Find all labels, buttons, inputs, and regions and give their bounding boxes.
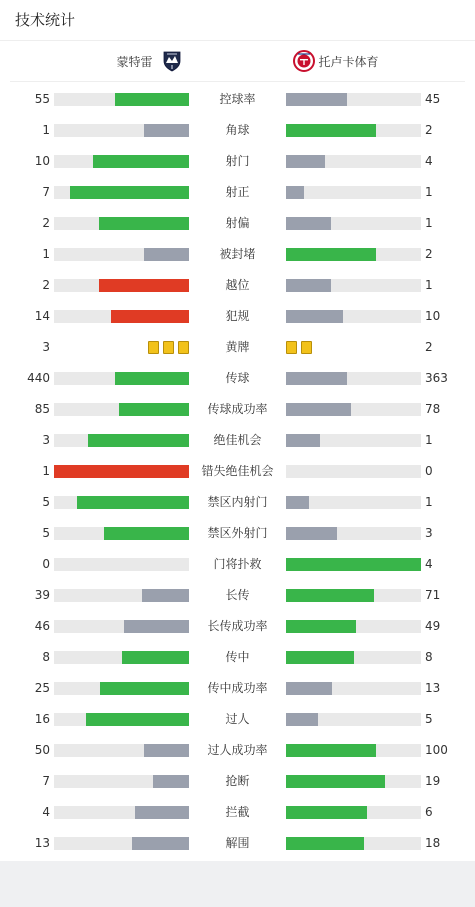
away-stat-bar-fill [286, 775, 385, 788]
away-stat-bar [286, 279, 421, 292]
away-stat-bar [286, 372, 421, 385]
stat-label: 被封堵 [219, 247, 256, 261]
away-stat-bar [286, 713, 421, 726]
stat-row [0, 735, 475, 766]
stat-row [0, 115, 475, 146]
home-stat-bar-fill [142, 589, 189, 602]
away-stat-value: 1 [425, 495, 433, 509]
away-stat-bar [286, 186, 421, 199]
home-stat-value: 8 [42, 650, 50, 664]
away-stat-value: 45 [425, 92, 441, 106]
home-stat-bar [54, 248, 189, 261]
home-stat-value: 2 [42, 216, 50, 230]
home-stat-bar-fill [54, 465, 189, 478]
home-stat-bar [54, 155, 189, 168]
home-stat-bar [54, 310, 189, 323]
home-stat-value: 25 [34, 681, 50, 695]
home-stat-bar [54, 651, 189, 664]
away-stat-bar-fill [286, 713, 318, 726]
stat-row [0, 425, 475, 456]
stat-row [0, 673, 475, 704]
home-stat-bar-fill [104, 527, 189, 540]
home-yellow-cards [54, 341, 189, 354]
stat-row [0, 704, 475, 735]
stat-label: 绝佳机会 [213, 433, 262, 447]
stat-row [0, 611, 475, 642]
stat-row [0, 363, 475, 394]
away-stat-value: 78 [425, 402, 441, 416]
home-stat-bar-fill [122, 651, 190, 664]
home-stat-bar-fill [88, 434, 189, 447]
stat-row [0, 797, 475, 828]
stat-label: 过人 [225, 712, 250, 726]
home-stat-bar-fill [115, 372, 189, 385]
home-stat-bar-fill [124, 620, 189, 633]
away-stat-bar-fill [286, 279, 331, 292]
stat-row [0, 332, 475, 363]
away-stat-bar [286, 806, 421, 819]
away-stat-bar [286, 496, 421, 509]
home-stat-bar [54, 217, 189, 230]
stat-row [0, 270, 475, 301]
home-stat-bar-fill [144, 124, 189, 137]
away-stat-value: 10 [425, 309, 441, 323]
yellow-card-icon [178, 341, 189, 354]
home-stat-bar [54, 713, 189, 726]
home-stat-bar [54, 589, 189, 602]
yellow-card-icon [163, 341, 174, 354]
away-stat-bar [286, 155, 421, 168]
home-team-name: 蒙特雷 [116, 54, 153, 69]
away-stat-value: 363 [425, 371, 448, 385]
home-stat-value: 4 [42, 805, 50, 819]
away-stat-value: 1 [425, 278, 433, 292]
home-stat-bar-fill [115, 93, 189, 106]
away-stat-bar [286, 837, 421, 850]
stat-label: 犯规 [225, 309, 250, 323]
stat-label: 传中 [225, 650, 250, 664]
home-stat-value: 0 [42, 557, 50, 571]
away-stat-bar [286, 403, 421, 416]
stat-label: 禁区内射门 [207, 495, 268, 509]
away-stat-value: 2 [425, 247, 433, 261]
home-stat-value: 7 [42, 185, 50, 199]
home-stat-bar-fill [93, 155, 189, 168]
home-stat-bar-fill [86, 713, 189, 726]
home-stat-value: 14 [34, 309, 50, 323]
stat-label: 门将扑救 [213, 557, 262, 571]
home-stat-bar [54, 775, 189, 788]
away-stat-value: 5 [425, 712, 433, 726]
away-stat-bar [286, 217, 421, 230]
stat-row [0, 84, 475, 115]
home-stat-bar [54, 434, 189, 447]
home-stat-value: 3 [42, 340, 50, 354]
away-stat-bar [286, 434, 421, 447]
away-stat-bar-fill [286, 620, 356, 633]
away-stat-value: 1 [425, 185, 433, 199]
home-stat-value: 3 [42, 433, 50, 447]
home-stat-bar-fill [77, 496, 189, 509]
home-stat-bar-fill [99, 217, 189, 230]
away-stat-bar-fill [286, 806, 367, 819]
away-stat-value: 1 [425, 433, 433, 447]
home-stat-bar-fill [99, 279, 189, 292]
away-stat-bar-fill [286, 124, 376, 137]
away-yellow-cards [286, 341, 421, 354]
stat-label: 长传成功率 [207, 619, 268, 633]
away-stat-value: 8 [425, 650, 433, 664]
stat-label: 抢断 [225, 774, 250, 788]
away-stat-value: 0 [425, 464, 433, 478]
home-stat-bar-fill [119, 403, 189, 416]
away-stat-value: 18 [425, 836, 441, 850]
stat-row [0, 301, 475, 332]
away-stat-bar-fill [286, 558, 421, 571]
away-team[interactable] [233, 50, 466, 72]
home-stat-value: 46 [34, 619, 50, 633]
away-stat-bar-fill [286, 837, 364, 850]
away-stat-bar [286, 465, 421, 478]
home-stat-bar [54, 620, 189, 633]
home-stat-bar [54, 186, 189, 199]
away-stat-value: 2 [425, 340, 433, 354]
away-stat-bar-fill [286, 93, 347, 106]
away-stat-bar-fill [286, 496, 309, 509]
stat-row [0, 828, 475, 859]
stat-row [0, 394, 475, 425]
away-stat-bar-fill [286, 372, 347, 385]
home-stat-bar [54, 837, 189, 850]
stat-label: 射门 [225, 154, 250, 168]
away-stat-bar-fill [286, 248, 376, 261]
away-stat-bar-fill [286, 217, 331, 230]
stat-label: 错失绝佳机会 [201, 464, 274, 478]
stat-row [0, 518, 475, 549]
home-stat-bar-fill [100, 682, 189, 695]
stat-row [0, 487, 475, 518]
monterrey-crest-icon [161, 50, 183, 72]
away-stat-bar [286, 651, 421, 664]
home-stat-bar [54, 496, 189, 509]
home-stat-bar [54, 682, 189, 695]
away-stat-bar-fill [286, 527, 337, 540]
away-stat-value: 49 [425, 619, 441, 633]
away-stat-bar [286, 558, 421, 571]
away-stat-value: 1 [425, 216, 433, 230]
away-stat-value: 13 [425, 681, 441, 695]
home-stat-value: 2 [42, 278, 50, 292]
yellow-card-icon [148, 341, 159, 354]
away-stat-bar-fill [286, 403, 351, 416]
stat-row [0, 146, 475, 177]
home-stat-bar [54, 372, 189, 385]
away-team-name: 托卢卡体育 [318, 54, 379, 69]
home-stat-bar-fill [144, 248, 189, 261]
home-stat-bar [54, 124, 189, 137]
yellow-card-icon [301, 341, 312, 354]
away-stat-value: 4 [425, 557, 433, 571]
home-stat-bar [54, 744, 189, 757]
away-stat-bar [286, 527, 421, 540]
section-title: 技术统计 [0, 0, 475, 41]
away-stat-bar-fill [286, 434, 320, 447]
home-stat-value: 13 [34, 836, 50, 850]
home-stat-value: 39 [34, 588, 50, 602]
away-stat-value: 4 [425, 154, 433, 168]
stat-label: 禁区外射门 [207, 526, 268, 540]
home-stat-value: 7 [42, 774, 50, 788]
home-stat-value: 1 [42, 123, 50, 137]
home-stat-bar-fill [135, 806, 189, 819]
home-stat-bar-fill [144, 744, 189, 757]
away-stat-bar [286, 589, 421, 602]
away-stat-value: 6 [425, 805, 433, 819]
stat-label: 越位 [225, 278, 250, 292]
home-stat-value: 5 [42, 495, 50, 509]
stat-label: 射正 [225, 185, 250, 199]
away-stat-bar-fill [286, 744, 376, 757]
home-stat-value: 50 [34, 743, 50, 757]
away-stat-bar [286, 124, 421, 137]
away-stat-value: 2 [425, 123, 433, 137]
home-team[interactable] [10, 50, 233, 72]
stat-label: 长传 [225, 588, 250, 602]
stat-row [0, 456, 475, 487]
home-stat-bar [54, 93, 189, 106]
stats-list [0, 82, 475, 859]
home-stat-value: 5 [42, 526, 50, 540]
away-stat-bar-fill [286, 186, 304, 199]
stat-label: 拦截 [225, 805, 250, 819]
home-stat-bar [54, 465, 189, 478]
stat-label: 传中成功率 [207, 681, 268, 695]
home-stat-value: 440 [27, 371, 50, 385]
stat-label: 黄牌 [225, 340, 250, 354]
away-stat-bar [286, 744, 421, 757]
stat-row [0, 208, 475, 239]
teams-header [10, 41, 465, 82]
away-stat-bar [286, 310, 421, 323]
stat-row [0, 239, 475, 270]
away-stat-value: 71 [425, 588, 441, 602]
stat-label: 过人成功率 [207, 743, 268, 757]
stat-label: 传球成功率 [207, 402, 268, 416]
away-stat-bar-fill [286, 651, 354, 664]
stat-label: 射偏 [225, 216, 250, 230]
home-stat-bar-fill [132, 837, 189, 850]
stat-row [0, 766, 475, 797]
home-stat-bar [54, 403, 189, 416]
stat-label: 传球 [225, 371, 250, 385]
away-stat-bar [286, 93, 421, 106]
stat-label: 角球 [225, 123, 250, 137]
away-stat-bar [286, 620, 421, 633]
stat-row [0, 642, 475, 673]
away-stat-bar-fill [286, 589, 374, 602]
home-stat-value: 1 [42, 247, 50, 261]
home-stat-value: 16 [34, 712, 50, 726]
away-stat-bar [286, 682, 421, 695]
home-stat-bar [54, 558, 189, 571]
stat-row [0, 580, 475, 611]
away-stat-value: 19 [425, 774, 441, 788]
home-stat-value: 10 [34, 154, 50, 168]
away-stat-bar-fill [286, 155, 325, 168]
away-stat-value: 100 [425, 743, 448, 757]
stat-label: 解围 [225, 836, 250, 850]
yellow-card-icon [286, 341, 297, 354]
away-stat-bar-fill [286, 682, 332, 695]
stat-row [0, 177, 475, 208]
home-stat-value: 55 [34, 92, 50, 106]
stat-row [0, 549, 475, 580]
home-stat-bar [54, 279, 189, 292]
home-stat-bar-fill [70, 186, 189, 199]
away-stat-bar [286, 248, 421, 261]
home-stat-bar-fill [111, 310, 189, 323]
toluca-crest-icon [293, 50, 315, 72]
stat-label: 控球率 [219, 92, 256, 106]
away-stat-bar [286, 775, 421, 788]
away-stat-value: 3 [425, 526, 433, 540]
away-stat-bar-fill [286, 310, 343, 323]
home-stat-bar [54, 806, 189, 819]
home-stat-bar [54, 527, 189, 540]
home-stat-value: 1 [42, 464, 50, 478]
home-stat-value: 85 [34, 402, 50, 416]
home-stat-bar-fill [153, 775, 189, 788]
